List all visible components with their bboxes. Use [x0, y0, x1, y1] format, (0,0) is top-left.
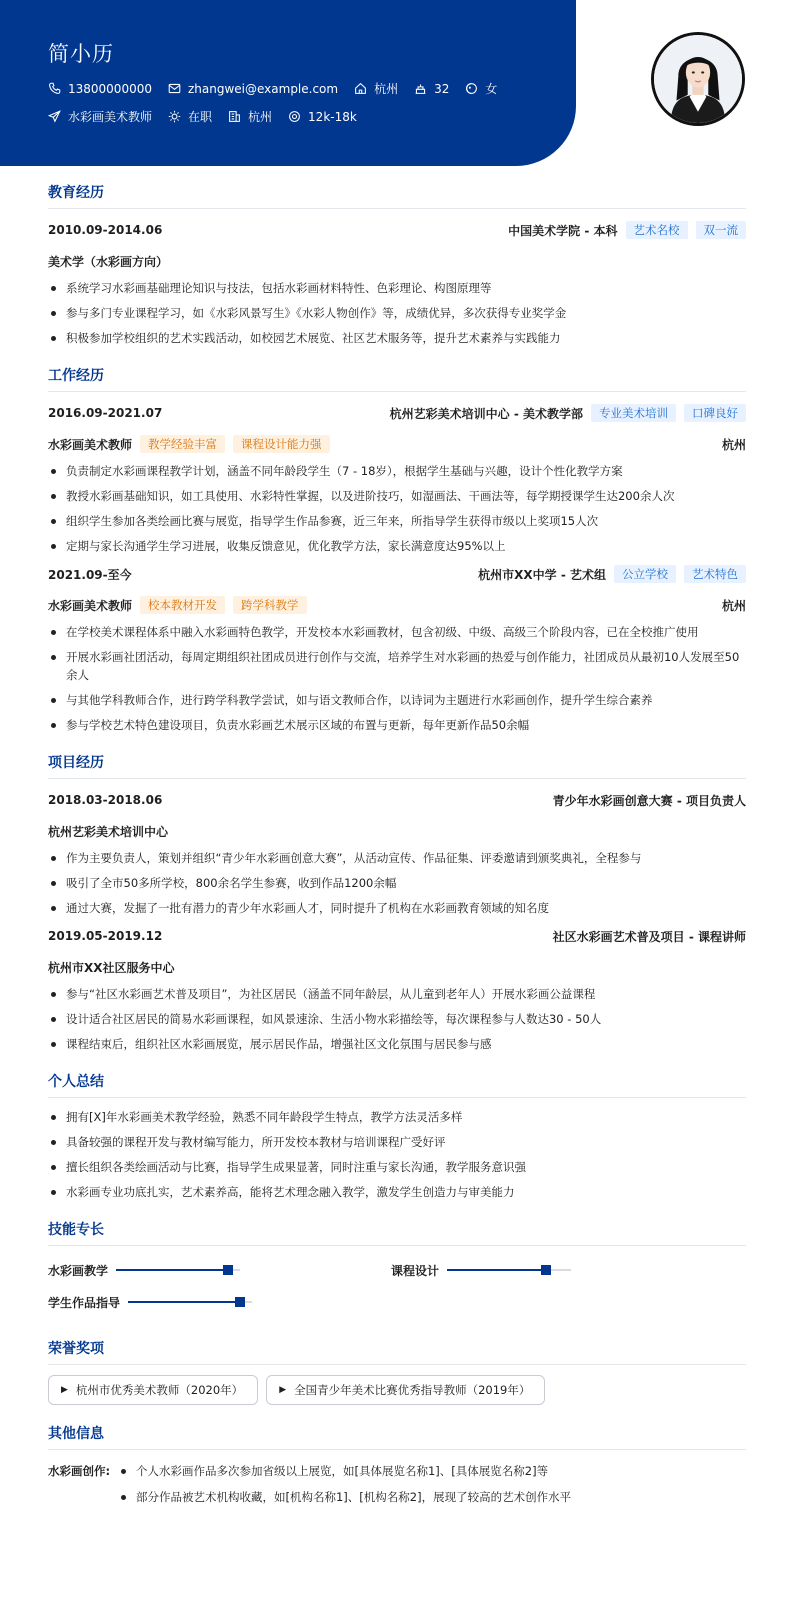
bullet-list	[48, 623, 746, 734]
other-row	[48, 1460, 746, 1512]
list-item: 参与学校艺术特色建设项目，负责水彩画艺术展示区域的布置与更新，每年更新作品50余幅	[48, 716, 746, 734]
role-tag: 校本教材开发	[140, 596, 225, 614]
gender-icon	[465, 82, 478, 95]
section-title-projects: 项目经历	[48, 752, 746, 779]
list-item: 擅长组织各类绘画活动与比赛，指导学生成果显著，同时注重与家长沟通，教学服务意识强	[48, 1158, 746, 1176]
entry-head	[48, 563, 746, 585]
entry-head	[48, 925, 746, 947]
entry-date: 2018.03-2018.06	[48, 793, 163, 807]
entry-subhead	[48, 432, 746, 456]
salary-item	[288, 110, 357, 124]
tag: 双一流	[696, 221, 747, 239]
list-item: 开展水彩画社团活动，每周定期组织社团成员进行创作与交流，培养学生对水彩画的热爱与创作能力，社团成员从最初10人发展至50余人	[48, 648, 746, 684]
building-icon	[228, 110, 241, 123]
school-name: 中国美术学院 - 本科	[508, 223, 618, 238]
list-item: 课程结束后，组织社区水彩画展览，展示居民作品，增强社区文化氛围与居民参与感	[48, 1035, 746, 1053]
skill-label: 课程设计	[391, 1263, 440, 1278]
section-title-education: 教育经历	[48, 182, 746, 209]
list-item: 负责制定水彩画课程教学计划，涵盖不同年龄段学生（7 - 18岁），根据学生基础与兴趣，设计个性化教学方案	[48, 462, 746, 480]
list-item: 教授水彩画基础知识，如工具使用、水彩特性掌握，以及进阶技巧，如湿画法、干画法等，每学期授课学生达200余人次	[48, 487, 746, 505]
skill-item	[48, 1288, 391, 1316]
city-text: 杭州	[374, 82, 399, 96]
gender-item	[465, 80, 497, 97]
project-org: 杭州市XX社区服务中心	[48, 960, 175, 975]
award-text: 全国青少年美术比赛优秀指导教师（2019年）	[294, 1383, 531, 1397]
home-icon	[354, 82, 367, 95]
skill-knob	[235, 1297, 245, 1307]
skills-list	[48, 1256, 746, 1320]
entry-date: 2019.05-2019.12	[48, 929, 163, 943]
cake-icon	[414, 82, 427, 95]
entry-head	[48, 789, 746, 811]
position-text: 水彩画美术教师	[68, 110, 153, 124]
skill-fill	[128, 1301, 240, 1303]
mail-icon	[168, 82, 181, 95]
phone-icon	[48, 82, 61, 95]
work-city-item	[228, 108, 272, 125]
bullet-list	[118, 1460, 571, 1512]
list-item: 作为主要负责人，策划并组织“青少年水彩画创意大赛”，从活动宣传、作品征集、评委邀请到颁奖典礼，全程参与	[48, 849, 746, 867]
tag: 艺术特色	[684, 565, 746, 583]
list-item: 水彩画专业功底扎实，艺术素养高，能将艺术理念融入教学，激发学生创造力与审美能力	[48, 1183, 746, 1201]
skill-item	[48, 1256, 391, 1284]
play-triangle-icon: ▶	[279, 1385, 287, 1395]
summary-section	[48, 1071, 746, 1201]
projects-section	[48, 752, 746, 1053]
list-item: 组织学生参加各类绘画比赛与展览，指导学生作品参赛，近三年来，所指导学生获得市级以上奖项15人次	[48, 512, 746, 530]
status-icon	[168, 110, 181, 123]
list-item: 参与多门专业课程学习，如《水彩风景写生》《水彩人物创作》等，成绩优异，多次获得专业奖学金	[48, 304, 746, 322]
entry-org	[508, 221, 746, 239]
bullet-list	[48, 462, 746, 555]
status-text: 在职	[188, 110, 213, 124]
education-section	[48, 182, 746, 347]
work-entry	[48, 402, 746, 555]
bullet-list	[48, 279, 746, 347]
list-item: 与其他学科教师合作，进行跨学科教学尝试，如与语文教师合作，以诗词为主题进行水彩画创作，提升学生综合素养	[48, 691, 746, 709]
skill-fill	[447, 1269, 546, 1271]
resume-content	[48, 182, 746, 1530]
work-entry	[48, 563, 746, 734]
list-item: 设计适合社区居民的简易水彩画课程，如风景速涂、生活小物水彩描绘等，每次课程参与人数达30 - 50人	[48, 1010, 746, 1028]
section-title-work: 工作经历	[48, 365, 746, 392]
bullet-list	[48, 849, 746, 917]
project-entry	[48, 789, 746, 917]
tag: 艺术名校	[626, 221, 688, 239]
awards-list	[48, 1375, 746, 1405]
work-section	[48, 365, 746, 734]
entry-date: 2016.09-2021.07	[48, 406, 163, 420]
section-title-skills: 技能专长	[48, 1219, 746, 1246]
tag: 专业美术培训	[591, 404, 676, 422]
skill-knob	[223, 1265, 233, 1275]
entry-org	[478, 565, 746, 583]
avatar	[651, 32, 745, 126]
coin-icon	[288, 110, 301, 123]
role-tag: 课程设计能力强	[233, 435, 330, 453]
send-icon	[48, 110, 61, 123]
phone-text: 13800000000	[68, 81, 152, 96]
skill-knob	[541, 1265, 551, 1275]
work-city-text: 杭州	[248, 110, 273, 124]
portrait-image	[654, 35, 742, 123]
awards-section	[48, 1338, 746, 1405]
award-item	[48, 1375, 258, 1405]
play-triangle-icon: ▶	[61, 1385, 68, 1395]
other-section	[48, 1423, 746, 1512]
list-item: 参与“社区水彩画艺术普及项目”，为社区居民（涵盖不同年龄层，从儿童到老年人）开展水彩画公益课程	[48, 985, 746, 1003]
skill-bar	[128, 1301, 252, 1303]
company-name: 杭州市XX中学 - 艺术组	[478, 567, 606, 582]
city-item	[354, 80, 398, 97]
section-title-summary: 个人总结	[48, 1071, 746, 1098]
section-title-awards: 荣誉奖项	[48, 1338, 746, 1365]
age-item	[414, 82, 449, 96]
email-text: zhangwei@example.com	[187, 81, 339, 96]
resume-header	[0, 0, 576, 166]
entry-subhead	[48, 819, 746, 843]
role-name: 水彩画美术教师	[48, 598, 133, 613]
role-name: 水彩画美术教师	[48, 437, 133, 452]
position-item	[48, 108, 152, 125]
project-entry	[48, 925, 746, 1053]
role-group	[48, 596, 307, 614]
project-name: 社区水彩画艺术普及项目 - 课程讲师	[552, 929, 746, 944]
phone-item	[48, 82, 152, 96]
entry-subhead	[48, 593, 746, 617]
bullet-list	[48, 985, 746, 1053]
list-item: 系统学习水彩画基础理论知识与技法，包括水彩画材料特性、色彩理论、构图原理等	[48, 279, 746, 297]
skill-label: 学生作品指导	[48, 1295, 121, 1310]
location-text: 杭州	[721, 598, 746, 613]
bullet-list	[48, 1108, 746, 1201]
award-item	[266, 1375, 545, 1405]
skill-fill	[116, 1269, 228, 1271]
tag: 公立学校	[614, 565, 676, 583]
entry-date: 2010.09-2014.06	[48, 223, 163, 237]
entry-head	[48, 219, 746, 241]
contact-row	[48, 80, 513, 97]
list-item: 通过大赛，发掘了一批有潜力的青少年水彩画人才，同时提升了机构在水彩画教育领域的知名度	[48, 899, 746, 917]
other-label: 水彩画创作:	[48, 1464, 111, 1478]
education-entry	[48, 219, 746, 347]
role-tag: 教学经验丰富	[140, 435, 225, 453]
project-org: 杭州艺彩美术培训中心	[48, 824, 169, 839]
email-item	[168, 82, 338, 96]
list-item: 个人水彩画作品多次参加省级以上展览，如[具体展览名称1]、[具体展览名称2]等	[118, 1460, 571, 1482]
award-text: 杭州市优秀美术教师（2020年）	[75, 1383, 244, 1397]
list-item: 具备较强的课程开发与教材编写能力，所开发校本教材与培训课程广受好评	[48, 1133, 746, 1151]
skills-section	[48, 1219, 746, 1320]
salary-text: 12k-18k	[308, 109, 357, 124]
tag: 口碑良好	[684, 404, 746, 422]
list-item: 部分作品被艺术机构收藏，如[机构名称1]、[机构名称2]，展现了较高的艺术创作水平	[118, 1486, 571, 1508]
major-name: 美术学（水彩画方向）	[48, 254, 169, 269]
list-item: 吸引了全市50多所学校，800余名学生参赛，收到作品1200余幅	[48, 874, 746, 892]
gender-text: 女	[485, 82, 498, 96]
entry-date: 2021.09-至今	[48, 567, 132, 582]
candidate-name: 简小历	[48, 42, 114, 66]
skill-label: 水彩画教学	[48, 1263, 109, 1278]
project-name: 青少年水彩画创意大赛 - 项目负责人	[552, 793, 746, 808]
status-item	[168, 108, 212, 125]
list-item: 积极参加学校组织的艺术实践活动，如校园艺术展览、社区艺术服务等，提升艺术素养与实践能力	[48, 329, 746, 347]
skill-item	[391, 1256, 734, 1284]
role-tag: 跨学科教学	[233, 596, 307, 614]
entry-head	[48, 402, 746, 424]
age-text: 32	[434, 81, 450, 96]
list-item: 定期与家长沟通学生学习进展，收集反馈意见，优化教学方法，家长满意度达95%以上	[48, 537, 746, 555]
entry-subhead	[48, 249, 746, 273]
location-text: 杭州	[721, 437, 746, 452]
list-item: 拥有[X]年水彩画美术教学经验，熟悉不同年龄段学生特点，教学方法灵活多样	[48, 1108, 746, 1126]
section-title-other: 其他信息	[48, 1423, 746, 1450]
job-row	[48, 108, 373, 125]
skill-bar	[447, 1269, 571, 1271]
entry-org	[390, 404, 746, 422]
company-name: 杭州艺彩美术培训中心 - 美术教学部	[389, 406, 583, 421]
role-group	[48, 435, 330, 453]
skill-bar	[116, 1269, 240, 1271]
list-item: 在学校美术课程体系中融入水彩画特色教学，开发校本水彩画教材，包含初级、中级、高级三个阶段内容，已在全校推广使用	[48, 623, 746, 641]
entry-subhead	[48, 955, 746, 979]
